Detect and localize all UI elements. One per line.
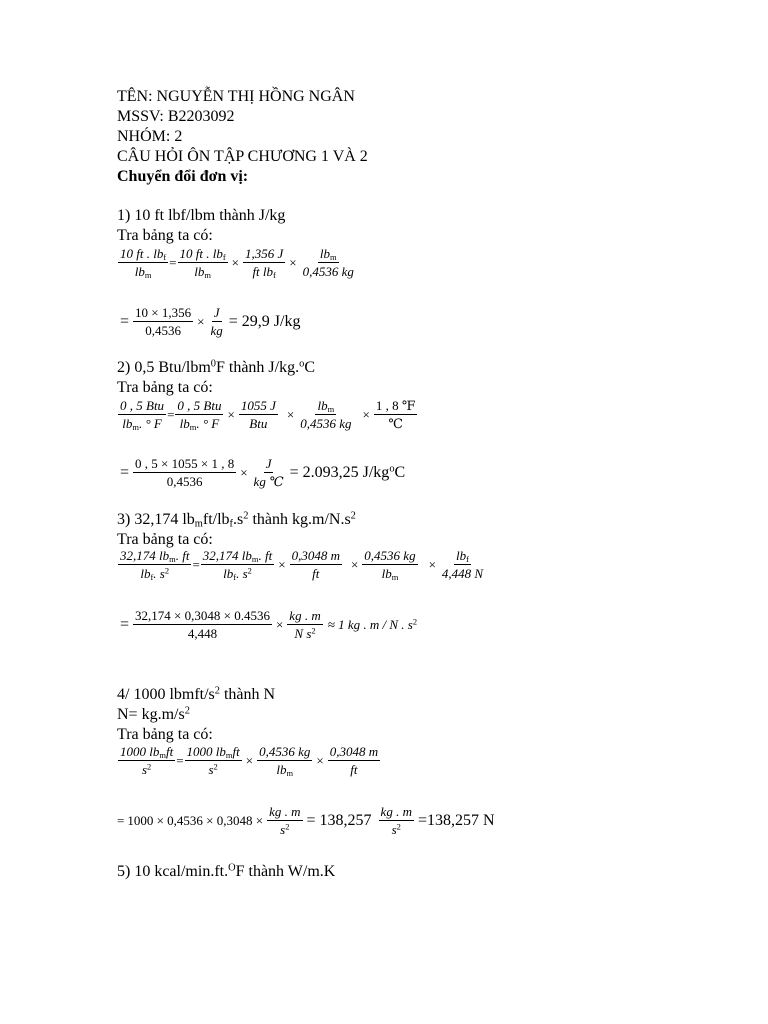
problem-2-title: 2) 0,5 Btu/lbm$^0$F thành J/kg.$^o$C [117,358,315,376]
fraction: $\frac{1055 J}{\text{Btu}}$ [240,398,276,431]
fraction: $\frac{1,356 J}{ft lb_f}$ [245,246,284,281]
fraction: $\frac{kg . m}{s^2}$ [269,804,301,837]
fraction: $\frac{J}{kg}$ [210,305,223,338]
problem-1-title: 1) 10 ft lbf/lbm thành J/kg [117,207,286,224]
problem-2-lookup: Tra bảng ta có: [117,379,213,396]
problem-3-equation: $\frac{32,174 lb_m. ft}{lb_f. s^2}$ = $\frac{32,174 lb_m. ft}{lb_f. s^2}$ × $\frac{0,3048 m}{ft}$ × $\frac{0,4536 kg}{lb_m}$ × $\frac{lb_f}{4,448 N}$ [120,548,484,583]
fraction: $\frac{0,3048 m}{ft}$ [291,548,340,581]
problem-3-title: 3) 32,174 $lb_mft/lb_f.s^2$ thành $kg.m/N.s^2$ [117,510,356,530]
problem-1-lookup: Tra bảng ta có: [117,227,213,244]
fraction: $\frac{0,3048 m}{ft}$ [329,744,379,777]
fraction: $\frac{0 , 5 \times 1055 \times 1 , 8}{0,4536}$ [135,456,235,489]
student-id: MSSV: B2203092 [117,108,235,125]
problem-3-result: = $\frac{32,174 \times 0,3048 \times 0.4536}{4,448}$ × $\frac{kg . m}{N s^2}$ ≈ 1 kg . m / N . $s^2$ [120,608,418,641]
document-title: CÂU HỎI ÔN TẬP CHƯƠNG 1 VÀ 2 [117,148,368,165]
group-number: NHÓM: 2 [117,128,183,145]
problem-4-result: = 1000 × 0,4536 × 0,3048 × $\frac{kg . m}{s^2}$ = 138,257 $\frac{kg . m}{s^2}$ =138,257 N [117,804,495,837]
fraction: $\frac{J}{kg ℃}$ [253,456,284,489]
fraction: $\frac{32,174 lb_m. ft}{lb_f. s^2}$ [202,548,273,583]
problem-1-result: = $\frac{10 \times 1,356}{0,4536}$ × $\frac{J}{kg}$ = 29,9 J/kg [120,305,301,338]
fraction: $\frac{32,174 lb_m. ft}{lb_f. s^2}$ [120,548,190,583]
fraction: $\frac{1 , 8 ℉}{℃}$ [375,398,416,431]
problem-2-result: = $\frac{0 , 5 \times 1055 \times 1 , 8}{0,4536}$ × $\frac{J}{kg ℃}$ = 2.093,25 $J/kg^oC$ [120,456,406,489]
fraction: $\frac{kg . m}{N s^2}$ [289,608,321,641]
fraction: $\frac{10 \times 1,356}{0,4536}$ [135,305,192,338]
fraction: $\frac{\text{0 , 5 Btu}}{lb_m. ^\circ F}$ [120,398,165,433]
problem-3-lookup: Tra bảng ta có: [117,531,213,548]
fraction: $\frac{32,174 \times 0,3048 \times 0.4536}{4,448}$ [135,608,270,641]
fraction: $\frac{lb_m}{0,4536 kg}$ [300,398,352,431]
problem-5-title: 5) 10 kcal/min.ft.$^O$F thành W/m.K [117,862,336,880]
student-name: TÊN: NGUYỄN THỊ HỒNG NGÂN [117,88,355,105]
fraction: $\frac{lb_m}{0,4536 kg}$ [302,246,354,279]
problem-4-title: 4/ 1000 lbmft/$s^2$ thành N [117,685,276,703]
fraction: $\frac{1000 lb_mft}{s^2}$ [186,744,240,777]
fraction: $\frac{lb_f}{4,448 N}$ [441,548,484,581]
problem-4-lookup: Tra bảng ta có: [117,726,213,743]
fraction: $\frac{0,4536 kg}{lb_m}$ [259,744,311,779]
problem-1-equation: $\frac{10 ft . lb_f}{lb_m}$ = $\frac{10 ft . lb_f}{lb_m}$ × $\frac{1,356 J}{ft lb_f}$ × $\frac{lb_m}{0,4536 kg}$ [120,246,354,281]
problem-2-equation: $\frac{\text{0 , 5 Btu}}{lb_m. ^\circ F}$ = $\frac{\text{0 , 5 Btu}}{lb_m. ^\circ F}$ × $\frac{1055 J}{\text{Btu}}$ × $\frac{lb_m}{0,4536 kg}$ × $\frac{1 , 8 ℉}{℃}$ [120,398,416,433]
fraction: $\frac{\text{0 , 5 Btu}}{lb_m. ^\circ F}$ [177,398,222,433]
section-heading: Chuyển đổi đơn vị: [117,168,249,185]
problem-4-equation: $\frac{1000 lb_mft}{s^2}$ = $\frac{1000 lb_mft}{s^2}$ × $\frac{0,4536 kg}{lb_m}$ × $\frac{0,3048 m}{ft}$ [120,744,379,779]
fraction: $\frac{0,4536 kg}{lb_m}$ [364,548,416,583]
fraction: $\frac{kg . m}{s^2}$ [380,804,412,837]
problem-4-definition: $N= kg.m/s^2$ [117,705,190,723]
fraction: $\frac{10 ft . lb_f}{lb_m}$ [120,246,167,281]
fraction: $\frac{10 ft . lb_f}{lb_m}$ [179,246,226,281]
fraction: $\frac{1000 lb_mft}{s^2}$ [120,744,174,777]
